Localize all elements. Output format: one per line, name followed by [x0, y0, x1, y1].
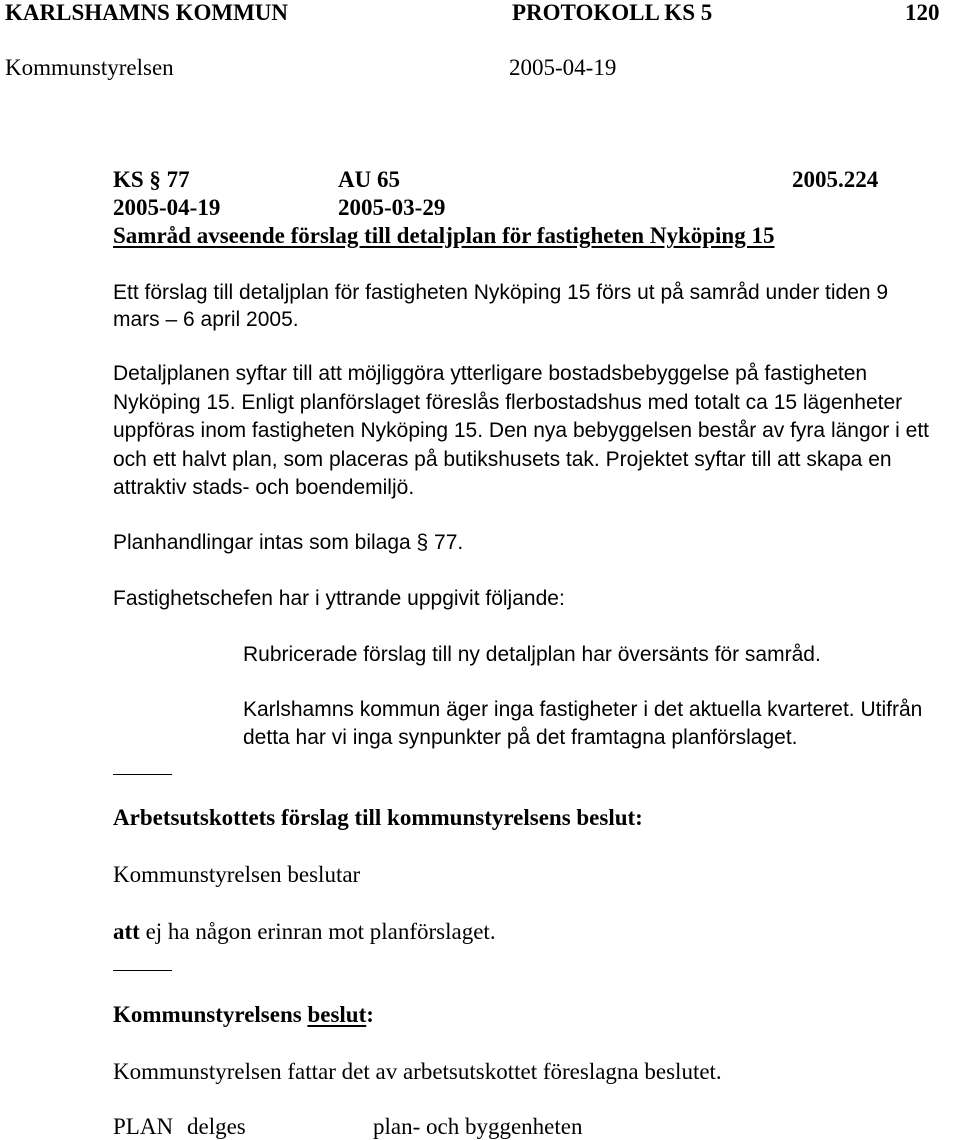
case-ks-number: KS § 77 — [113, 167, 190, 192]
decision-heading-underlined: beslut — [307, 1002, 367, 1027]
paragraph-attachment: Planhandlingar intas som bilaga § 77. — [113, 531, 464, 554]
proposal-clause — [113, 919, 496, 945]
paragraph-line: Karlshamns kommun äger inga fastigheter i det aktuella kvarteret. Utifrån — [243, 698, 923, 721]
decision-heading-part: Kommunstyrelsens — [113, 1002, 308, 1027]
case-au-date: 2005-03-29 — [338, 195, 446, 220]
separator-rule — [113, 970, 172, 971]
header-meeting-date: 2005-04-19 — [509, 55, 617, 80]
paragraph-statement-intro: Fastighetschefen har i yttrande uppgivit följande: — [113, 587, 565, 610]
proposal-intro: Kommunstyrelsen beslutar — [113, 862, 361, 887]
paragraph-line: mars – 6 april 2005. — [113, 308, 299, 331]
decision-heading — [113, 1002, 374, 1028]
decision-text: Kommunstyrelsen fattar det av arbetsutskottet föreslagna beslutet. — [113, 1059, 722, 1084]
paragraph-line: Ett förslag till detaljplan för fastigheten Nyköping 15 förs ut på samråd under tiden 9 — [113, 281, 889, 304]
proposal-att-text: ej ha någon erinran mot planförslaget. — [139, 919, 496, 944]
distribution-plan-label: PLAN — [113, 1114, 174, 1139]
separator-rule — [113, 774, 172, 775]
header-body-name: Kommunstyrelsen — [5, 55, 174, 80]
decision-heading-colon: : — [366, 1002, 374, 1027]
distribution-recipient: plan- och byggenheten — [373, 1114, 583, 1139]
proposal-att-keyword: att — [113, 919, 140, 944]
paragraph-line: detta har vi inga synpunkter på det framtagna planförslaget. — [243, 726, 798, 749]
paragraph-line: attraktiv stads- och boendemiljö. — [113, 476, 415, 499]
paragraph-consultation — [113, 279, 888, 333]
proposal-heading: Arbetsutskottets förslag till kommunstyrelsens beslut: — [113, 805, 643, 830]
paragraph-line: och ett halvt plan, som placeras på butikshusets tak. Projektet syftar till att skapa en — [113, 447, 892, 471]
case-au-number: AU 65 — [338, 167, 400, 192]
header-organization: KARLSHAMNS KOMMUN — [5, 0, 289, 25]
paragraph-purpose — [113, 360, 929, 503]
paragraph-line: uppföras inom fastigheten Nyköping 15. Den nya bebyggelsen består av fyra längor i ett — [113, 419, 929, 442]
distribution-delges-label: delges — [187, 1114, 246, 1139]
paragraph-line: Detaljplanen syftar till att möjliggöra ytterligare bostadsbebyggelse på fastigheten — [113, 362, 868, 385]
paragraph-line: Nyköping 15. Enligt planförslaget föreslås flerbostadshus med totalt ca 15 lägenheter — [113, 390, 903, 414]
header-document-title: PROTOKOLL KS 5 — [512, 0, 713, 25]
quote-paragraph-2 — [243, 696, 922, 752]
quote-paragraph-1: Rubricerade förslag till ny detaljplan har översänts för samråd. — [243, 643, 821, 666]
case-ks-date: 2005-04-19 — [113, 195, 221, 220]
header-page-number: 120 — [905, 0, 940, 25]
case-title: Samråd avseende förslag till detaljplan för fastigheten Nyköping 15 — [113, 223, 775, 248]
case-diary-number: 2005.224 — [792, 167, 879, 192]
